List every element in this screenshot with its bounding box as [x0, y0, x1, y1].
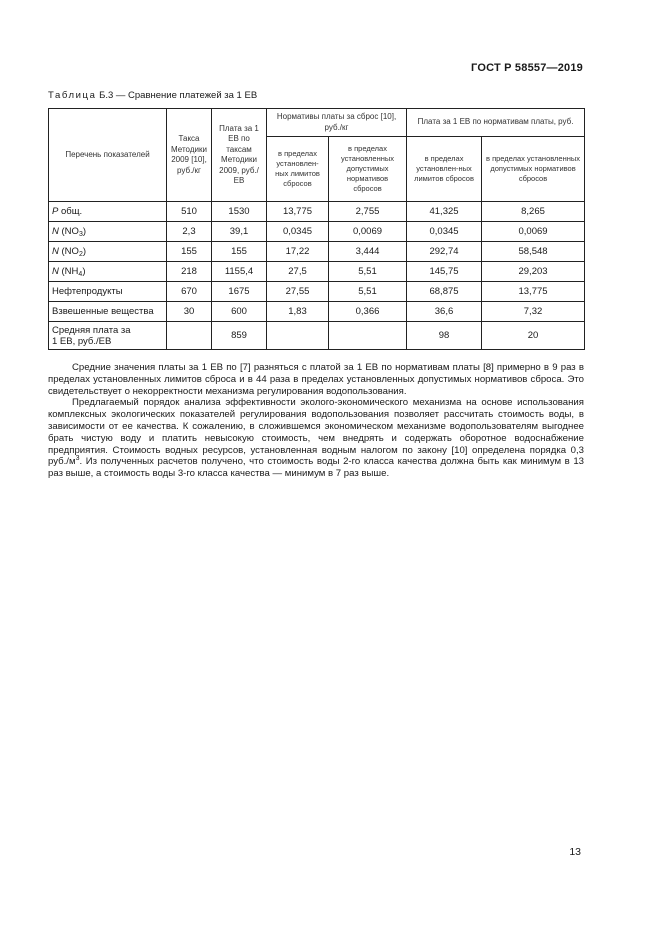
cell-norm-allowed-empty	[329, 322, 407, 350]
cell-pay: 600	[212, 302, 267, 322]
cell-norm-allowed: 0,0069	[329, 222, 407, 242]
cell-pay-allowed: 29,203	[482, 262, 585, 282]
cell-pay: 1530	[212, 202, 267, 222]
table-row	[49, 222, 585, 242]
header-group-pay-norms: Плата за 1 ЕВ по нормативам платы, руб.	[407, 109, 585, 137]
paragraph-1: Средние значения платы за 1 ЕВ по [7] разняться с платой за 1 ЕВ по нормативам платы [8] примерно в 9 раз в пределах установленных лимитов сброса и в 44 раза в пределах установленных допустимых нормативов сброса. Это свидетельствует о некорректности механизма регулирования водопользования.	[48, 362, 584, 397]
cell-pay-allowed: 58,548	[482, 242, 585, 262]
row-name-average: Средняя плата за 1 ЕВ, руб./ЕВ	[49, 322, 167, 350]
header-group-norms: Нормативы платы за сброс [10], руб./кг	[267, 109, 407, 137]
cell-tax: 2,3	[167, 222, 212, 242]
cell-pay-average: 859	[212, 322, 267, 350]
body-text	[48, 362, 584, 480]
cell-norm-allowed: 2,755	[329, 202, 407, 222]
cell-tax: 218	[167, 262, 212, 282]
cell-pay: 1675	[212, 282, 267, 302]
row-name: N $(NO_3)$	[49, 222, 167, 242]
cell-norm-allowed: 3,444	[329, 242, 407, 262]
cell-norm-limits: 1,83	[267, 302, 329, 322]
header-indicators: Перечень показателей	[49, 109, 167, 202]
cell-tax: 670	[167, 282, 212, 302]
row-name: N $(NH_4)$	[49, 262, 167, 282]
cell-pay-limits: 36,6	[407, 302, 482, 322]
table-caption-title: Б.3 — Сравнение платежей за 1 ЕВ	[96, 90, 258, 101]
cell-norm-limits: 0,0345	[267, 222, 329, 242]
row-name: P общ.	[49, 202, 167, 222]
cell-norm-limits: 17,22	[267, 242, 329, 262]
header-norm-limits: в пределах установлен-ных лимитов сбросов	[267, 137, 329, 202]
cell-pay-limits: 292,74	[407, 242, 482, 262]
cell-norm-limits-empty	[267, 322, 329, 350]
cell-pay-limits: 145,75	[407, 262, 482, 282]
paragraph-2: Предлагаемый порядок анализа эффективности эколого-экономического механизма на основе использования комплексных экологических показателей регулирования водопользования позволяет рассчитать стоимость воды, в зависимости от ее качества. К сожалению, в сложившемся экономическом механизме водопользователям выгоднее брать чистую воду и платить невысокую стоимость, чем внедрять и содержать оборотное водоснабжение предприятия. Стоимость водных ресурсов, установленная водным налогом по закону [10] определена порядка 0,3 $руб./м^3$. Из полученных расчетов получено, что стоимость воды 2-го класса качества должна быть как минимум в 13 раз выше, а стоимость воды 3-го класса качества — минимум в 7 раз выше.	[48, 397, 584, 480]
cell-norm-allowed: 5,51	[329, 282, 407, 302]
table-row-average	[49, 322, 585, 350]
cell-pay-limits-average: 98	[407, 322, 482, 350]
header-pay-by-tax: Плата за 1 ЕВ по таксам Методики 2009, руб./ЕВ	[212, 109, 267, 202]
cell-pay-limits: 0,0345	[407, 222, 482, 242]
table-caption-prefix: Таблица	[48, 90, 97, 101]
header-norm-allowed: в пределах установленных допустимых нормативов сбросов	[329, 137, 407, 202]
table-row	[49, 242, 585, 262]
cell-norm-allowed: 5,51	[329, 262, 407, 282]
page-number: 13	[569, 846, 581, 858]
cell-norm-limits: 13,775	[267, 202, 329, 222]
row-name: N $(NO_2)$	[49, 242, 167, 262]
payments-comparison-table	[48, 108, 585, 350]
table-caption	[48, 90, 257, 101]
row-name: Взвешенные вещества	[49, 302, 167, 322]
cell-norm-allowed: 0,366	[329, 302, 407, 322]
cell-pay-limits: 41,325	[407, 202, 482, 222]
row-name: Нефтепродукты	[49, 282, 167, 302]
cell-pay-allowed: 8,265	[482, 202, 585, 222]
header-tax: Такса Методики 2009 [10], руб./кг	[167, 109, 212, 202]
header-pay-limits: в пределах установлен-ных лимитов сбросов	[407, 137, 482, 202]
cell-tax: 30	[167, 302, 212, 322]
cell-pay-allowed: 0,0069	[482, 222, 585, 242]
cell-norm-limits: 27,55	[267, 282, 329, 302]
cell-pay: 155	[212, 242, 267, 262]
cell-tax: 155	[167, 242, 212, 262]
cell-pay-allowed: 7,32	[482, 302, 585, 322]
cell-pay-allowed: 13,775	[482, 282, 585, 302]
table-row	[49, 262, 585, 282]
header-pay-allowed: в пределах установленных допустимых нормативов сбросов	[482, 137, 585, 202]
document-standard-header: ГОСТ Р 58557—2019	[471, 62, 583, 74]
table-row	[49, 202, 585, 222]
cell-norm-limits: 27,5	[267, 262, 329, 282]
table-row	[49, 282, 585, 302]
cell-tax-empty	[167, 322, 212, 350]
cell-pay: 1155,4	[212, 262, 267, 282]
table-row	[49, 302, 585, 322]
cell-pay-allowed-average: 20	[482, 322, 585, 350]
table-header-row-1	[49, 109, 585, 137]
cell-tax: 510	[167, 202, 212, 222]
cell-pay-limits: 68,875	[407, 282, 482, 302]
cell-pay: 39,1	[212, 222, 267, 242]
